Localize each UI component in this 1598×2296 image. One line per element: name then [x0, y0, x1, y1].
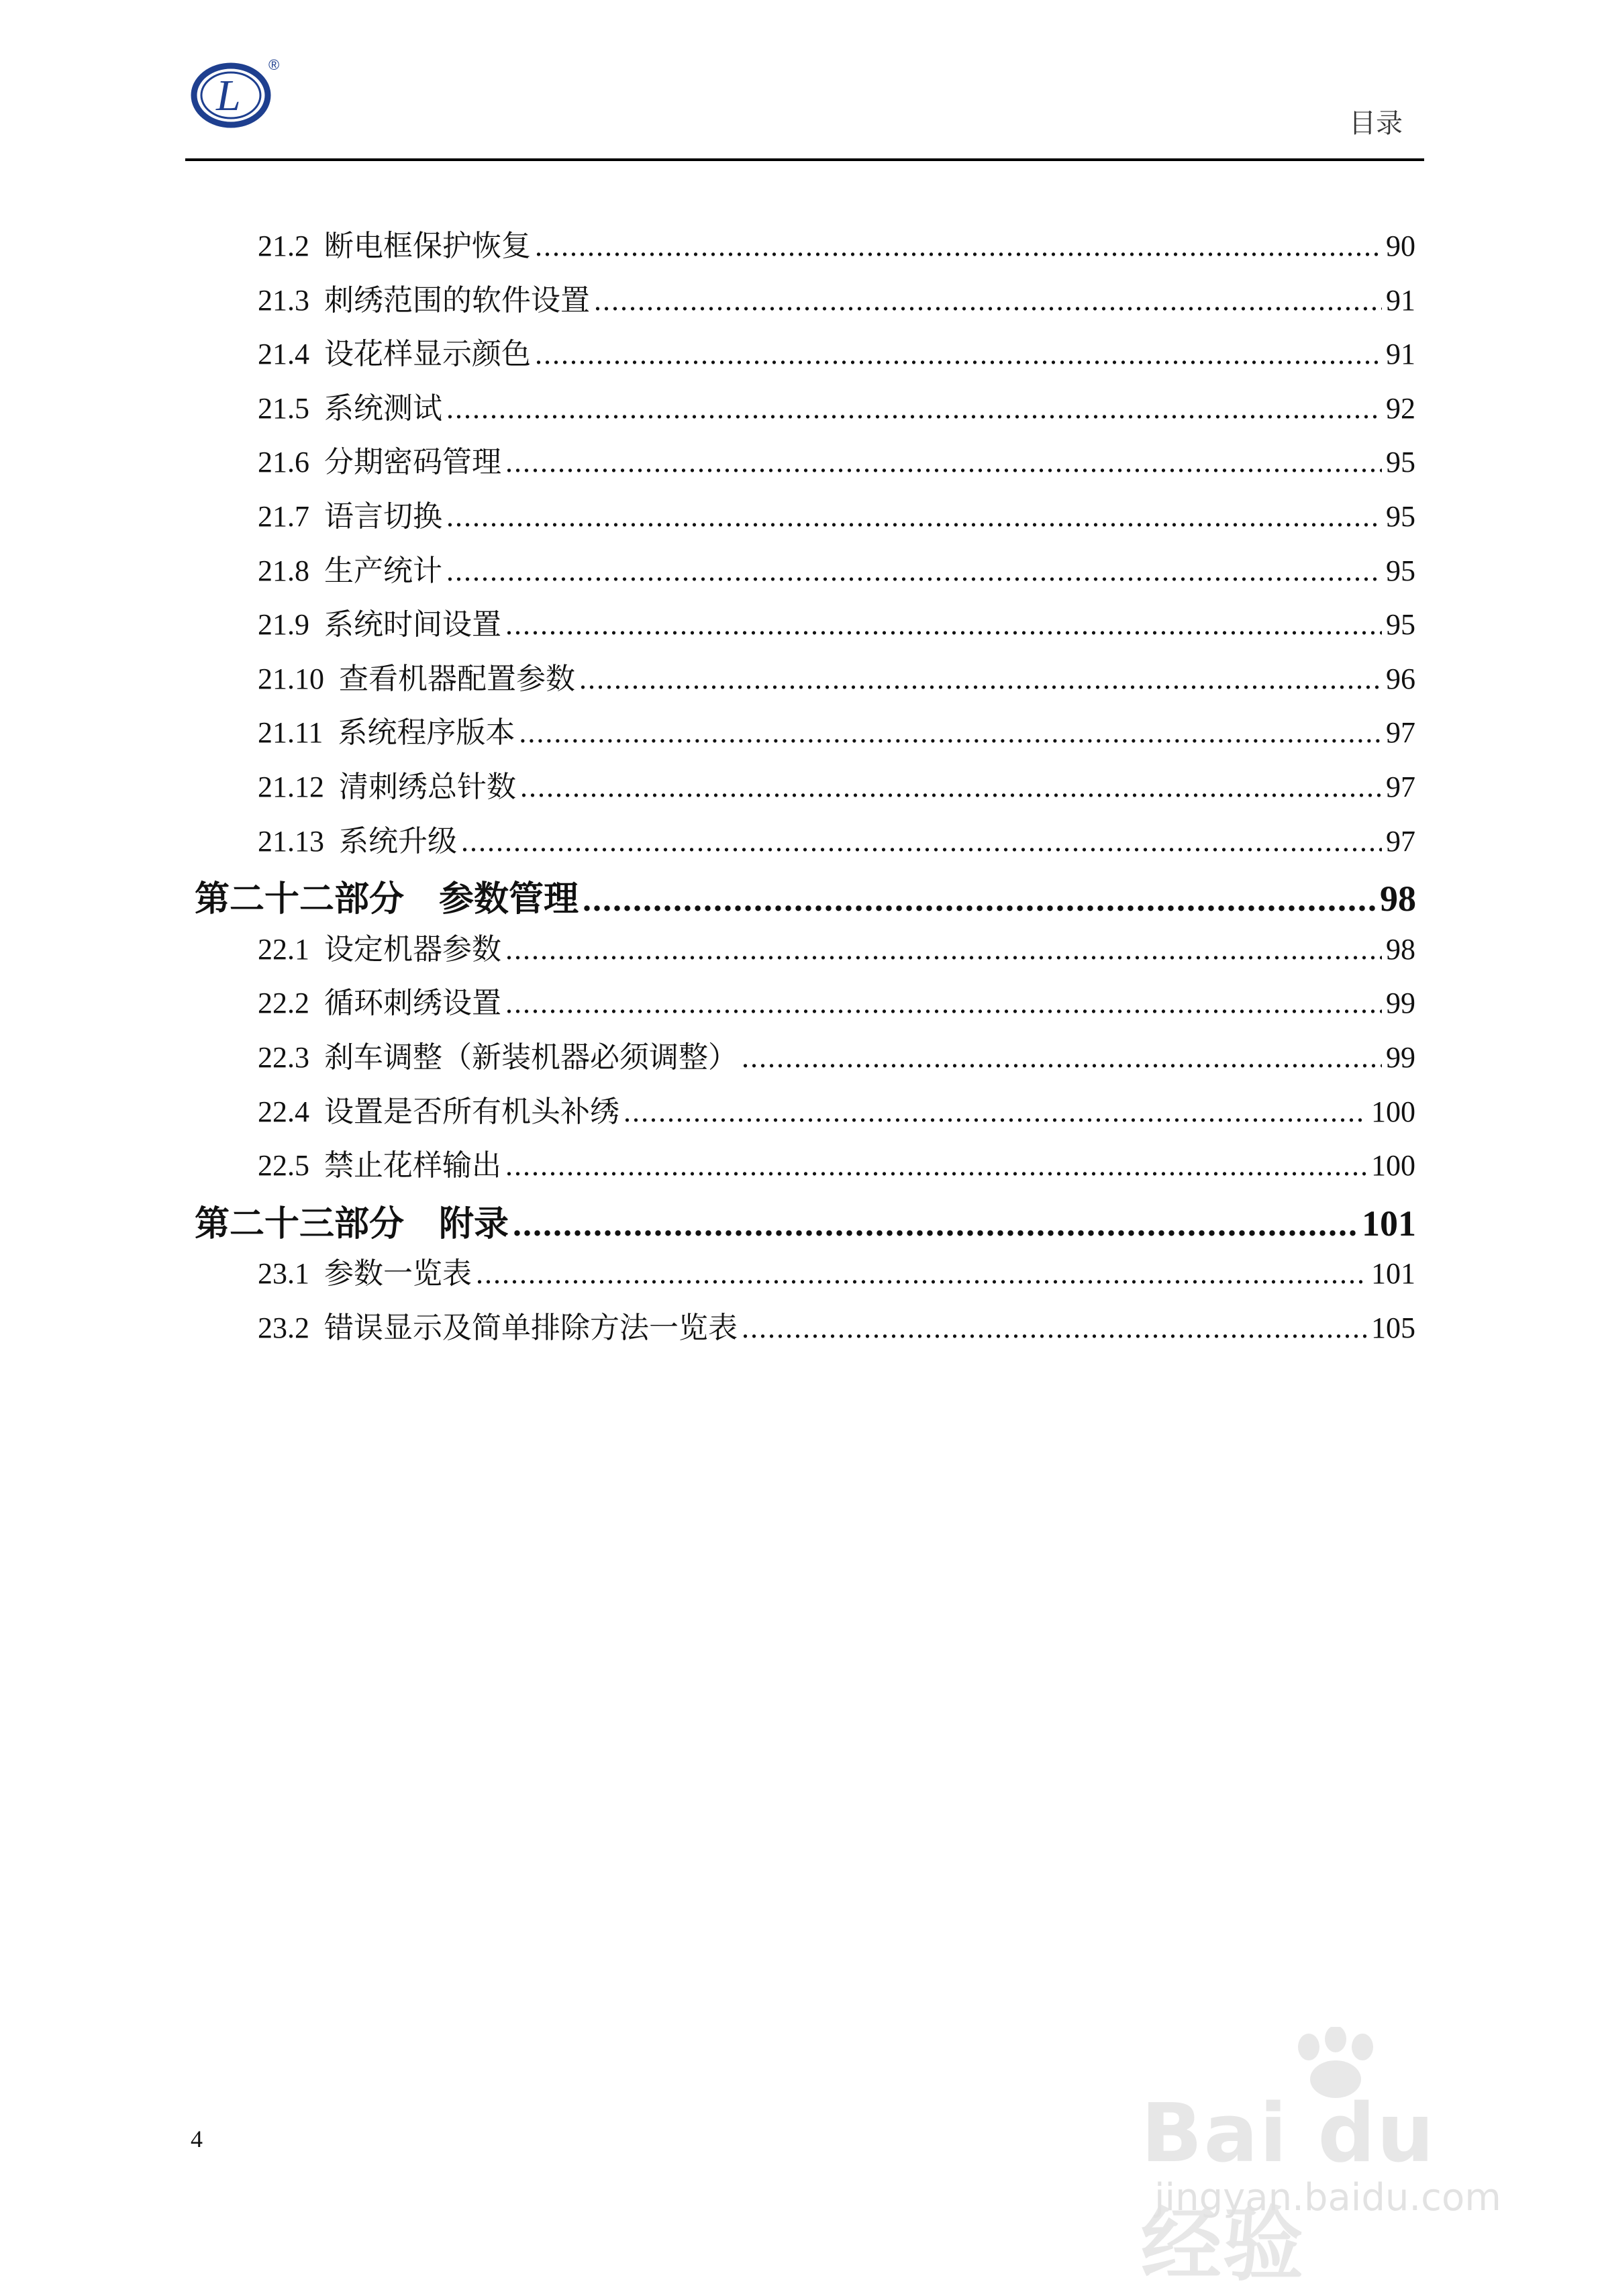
toc-entry-page: 101	[1371, 1257, 1415, 1291]
dot-leader	[535, 229, 1382, 263]
toc-entry[interactable]	[258, 708, 1415, 751]
toc-entry-number: 21.4	[258, 338, 309, 371]
toc-entry-title: 设花样显示颜色	[324, 337, 531, 372]
toc-entry[interactable]	[258, 546, 1415, 589]
toc-entry[interactable]	[258, 492, 1415, 535]
toc-entry-title: 清刺绣总针数	[339, 770, 516, 804]
dot-leader	[505, 986, 1382, 1020]
company-logo	[189, 56, 280, 132]
toc-entry-title: 刺绣范围的软件设置	[324, 283, 590, 317]
toc-entry-number: 21.2	[258, 230, 309, 262]
toc-entry-number: 22.1	[258, 932, 309, 966]
toc-entry-number: 21.10	[258, 662, 324, 695]
toc-entry-title: 系统测试	[324, 391, 442, 426]
logo-letter: L	[216, 71, 241, 120]
toc-entry-number: 21.11	[258, 716, 323, 750]
toc-entry-page: 100	[1371, 1095, 1415, 1128]
toc-entry-page: 99	[1386, 1041, 1415, 1074]
toc-entry-title: 参数一览表	[324, 1256, 472, 1291]
toc-entry[interactable]	[258, 384, 1415, 427]
dot-leader	[583, 880, 1376, 919]
toc-entry-number: 22.2	[258, 987, 309, 1020]
dot-leader	[579, 662, 1382, 696]
dot-leader	[505, 932, 1382, 966]
toc-entry-title: 语言切换	[324, 499, 442, 534]
dot-leader	[535, 337, 1382, 371]
dot-leader	[742, 1311, 1367, 1345]
dot-leader	[519, 715, 1382, 750]
toc-entry-title: 禁止花样输出	[324, 1148, 501, 1183]
toc-chapter-title: 第二十二部分 参数管理	[195, 879, 579, 920]
dot-leader	[446, 554, 1382, 588]
toc-entry-title: 查看机器配置参数	[339, 661, 575, 696]
baidu-watermark	[1134, 2027, 1510, 2292]
toc-entry-page: 97	[1386, 716, 1415, 750]
toc-entry-number: 21.5	[258, 391, 309, 425]
dot-leader	[505, 1148, 1367, 1183]
toc-entry-page: 95	[1386, 500, 1415, 533]
toc-entry-page: 99	[1386, 987, 1415, 1020]
toc-entry-number: 22.3	[258, 1041, 309, 1074]
toc-entry-page: 95	[1386, 608, 1415, 642]
dot-leader	[623, 1095, 1367, 1129]
toc-entry-title: 系统程序版本	[338, 715, 515, 750]
toc-entry[interactable]	[258, 1303, 1415, 1346]
toc-entry-title: 刹车调整（新装机器必须调整）	[324, 1040, 738, 1075]
toc-entry-number: 23.2	[258, 1311, 309, 1344]
toc-entry[interactable]	[258, 1087, 1415, 1130]
toc-entry[interactable]	[258, 276, 1415, 319]
toc-entry-title: 系统时间设置	[324, 607, 501, 642]
dot-leader	[446, 499, 1382, 534]
toc-entry[interactable]	[258, 1033, 1415, 1076]
toc-entry-number: 21.8	[258, 554, 309, 587]
toc-entry[interactable]	[258, 762, 1415, 805]
toc-entry[interactable]	[258, 654, 1415, 697]
toc-entry-number: 21.6	[258, 446, 309, 479]
toc-entry-number: 21.3	[258, 283, 309, 317]
toc-entry[interactable]	[258, 925, 1415, 968]
toc-chapter-title: 第二十三部分 附录	[195, 1203, 509, 1244]
toc-entry-page: 96	[1386, 662, 1415, 695]
toc-entry-title: 循环刺绣设置	[324, 986, 501, 1021]
dot-leader	[505, 607, 1382, 642]
toc-entry-title: 错误显示及简单排除方法一览表	[324, 1311, 738, 1345]
toc-entry-number: 22.4	[258, 1095, 309, 1128]
toc-entry-page: 98	[1386, 932, 1415, 966]
toc-entry-title: 设定机器参数	[324, 932, 501, 966]
toc-entry-number: 23.1	[258, 1257, 309, 1291]
toc-entry[interactable]	[258, 438, 1415, 481]
toc-entry-title: 设置是否所有机头补绣	[324, 1094, 619, 1129]
toc-entry[interactable]	[258, 1249, 1415, 1292]
toc-entry-page: 90	[1386, 230, 1415, 262]
dot-leader	[520, 770, 1382, 804]
watermark-brand: Bai du 经验	[1141, 2087, 1436, 2292]
toc-entry-page: 105	[1371, 1311, 1415, 1344]
toc-entry[interactable]	[258, 817, 1415, 860]
toc-entry-title: 生产统计	[324, 553, 442, 588]
watermark-url: jingyan.baidu.com	[1154, 2176, 1501, 2219]
dot-leader	[513, 1205, 1358, 1244]
registered-mark: ®	[268, 56, 280, 73]
dot-leader	[742, 1040, 1382, 1075]
toc-entry[interactable]	[258, 979, 1415, 1021]
toc-entry-page: 95	[1386, 446, 1415, 479]
toc-entry-number: 21.12	[258, 770, 324, 803]
toc-entry-number: 21.9	[258, 608, 309, 642]
page-number: 4	[191, 2126, 203, 2152]
toc-chapter-page: 101	[1362, 1203, 1416, 1244]
header-divider	[185, 158, 1424, 161]
toc-chapter[interactable]	[195, 1195, 1416, 1246]
toc-entry-number: 22.5	[258, 1149, 309, 1183]
toc-entry-number: 21.7	[258, 500, 309, 533]
toc-entry-page: 91	[1386, 338, 1415, 371]
toc-entry[interactable]	[258, 600, 1415, 643]
toc-entry-title: 分期密码管理	[324, 445, 501, 480]
toc-entry-title: 系统升级	[339, 823, 457, 858]
toc-chapter[interactable]	[195, 870, 1416, 921]
toc-chapter-page: 98	[1380, 879, 1416, 919]
toc-entry-page: 97	[1386, 770, 1415, 803]
dot-leader	[476, 1256, 1367, 1291]
toc-entry[interactable]	[258, 221, 1415, 264]
toc-entry-number: 21.13	[258, 824, 324, 858]
dot-leader	[446, 391, 1382, 426]
dot-leader	[461, 824, 1382, 858]
toc-entry-page: 91	[1386, 283, 1415, 317]
dot-leader	[505, 445, 1382, 479]
dot-leader	[594, 283, 1382, 317]
toc-entry[interactable]	[258, 330, 1415, 372]
toc-entry-page: 92	[1386, 391, 1415, 425]
page-header-title: 目录	[1349, 108, 1403, 139]
toc-entry-page: 100	[1371, 1149, 1415, 1183]
toc-entry-page: 95	[1386, 554, 1415, 587]
toc-entry-title: 断电框保护恢复	[324, 229, 531, 263]
toc-entry-page: 97	[1386, 824, 1415, 858]
toc-entry[interactable]	[258, 1141, 1415, 1184]
